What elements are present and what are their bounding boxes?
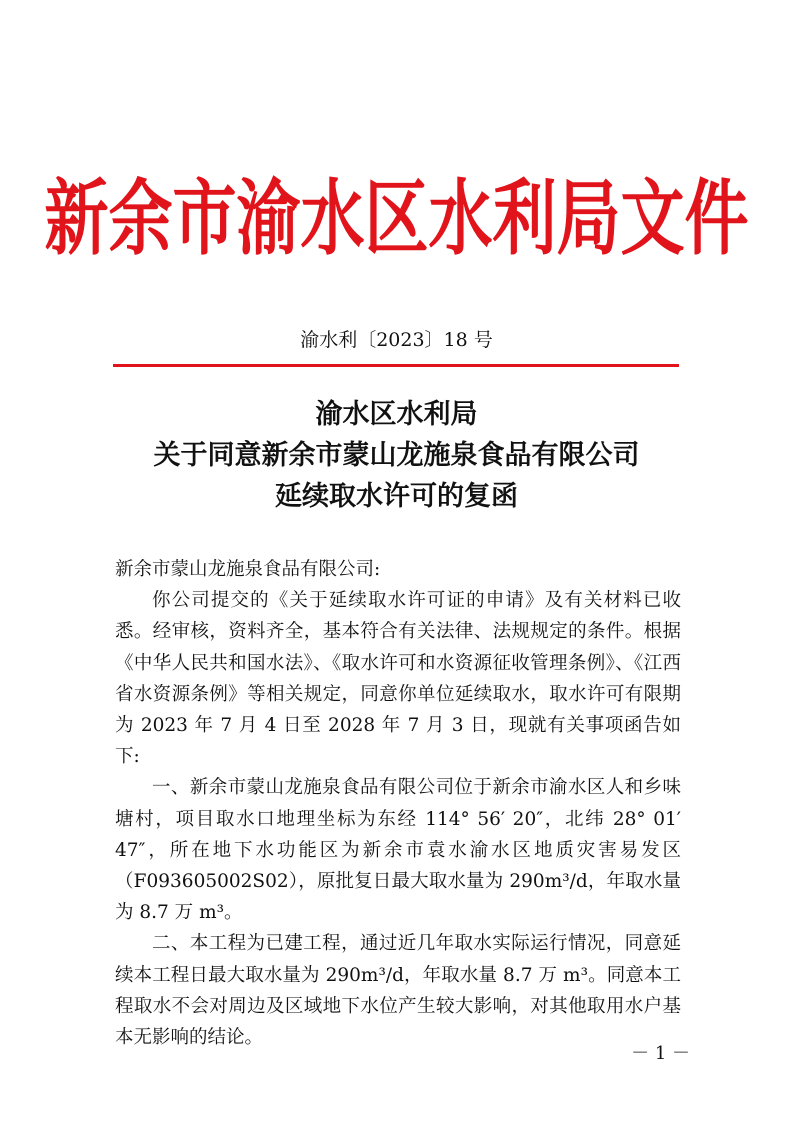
paragraph-item-1: 一、新余市蒙山龙施泉食品有限公司位于新余市渝水区人和乡味塘村，项目取水口地理坐标为东经 114° 56′ 20″，北纬 28° 01′ 47″，所在地下水功能区为新余市袁水渝水区地质灾害易发区（F093605002S02），原批复日最大取水量为 290m³/d，年取水量为 8.7 万 m³。 <box>115 777 681 924</box>
document-title <box>0 394 793 517</box>
salutation: 新余市蒙山龙施泉食品有限公司: <box>115 559 381 580</box>
paragraph-intro: 你公司提交的《关于延续取水许可证的申请》及有关材料已收悉。经审核，资料齐全，基本符合有关法律、法规规定的条件。根据《中华人民共和国水法》、《取水许可和水资源征收管理条例》、《江西省水资源条例》等相关规定，同意你单位延续取水，取水许可有限期为 2023 年 7 月 4 日至 2028 年 7 月 3 日，现就有关事项函告如下: <box>115 590 681 768</box>
title-line-3: 延续取水许可的复函 <box>275 481 518 512</box>
document-number: 渝水利〔2023〕18 号 <box>300 329 493 351</box>
paragraph-item-2: 二、本工程为已建工程，通过近几年取水实际运行情况，同意延续本工程日最大取水量为 290m³/d，年取水量 8.7 万 m³。同意本工程取水不会对周边及区域地下水位产生较大影响，对其他取用水户基本无影响的结论。 <box>115 933 681 1049</box>
document-header-title: 新余市渝水区水利局文件 <box>44 170 749 267</box>
title-line-2: 关于同意新余市蒙山龙施泉食品有限公司 <box>153 440 640 471</box>
title-line-1: 渝水区水利局 <box>315 399 478 430</box>
page-number: － 1 － <box>631 1043 690 1064</box>
red-divider-line <box>113 364 679 367</box>
document-body <box>115 554 681 1053</box>
